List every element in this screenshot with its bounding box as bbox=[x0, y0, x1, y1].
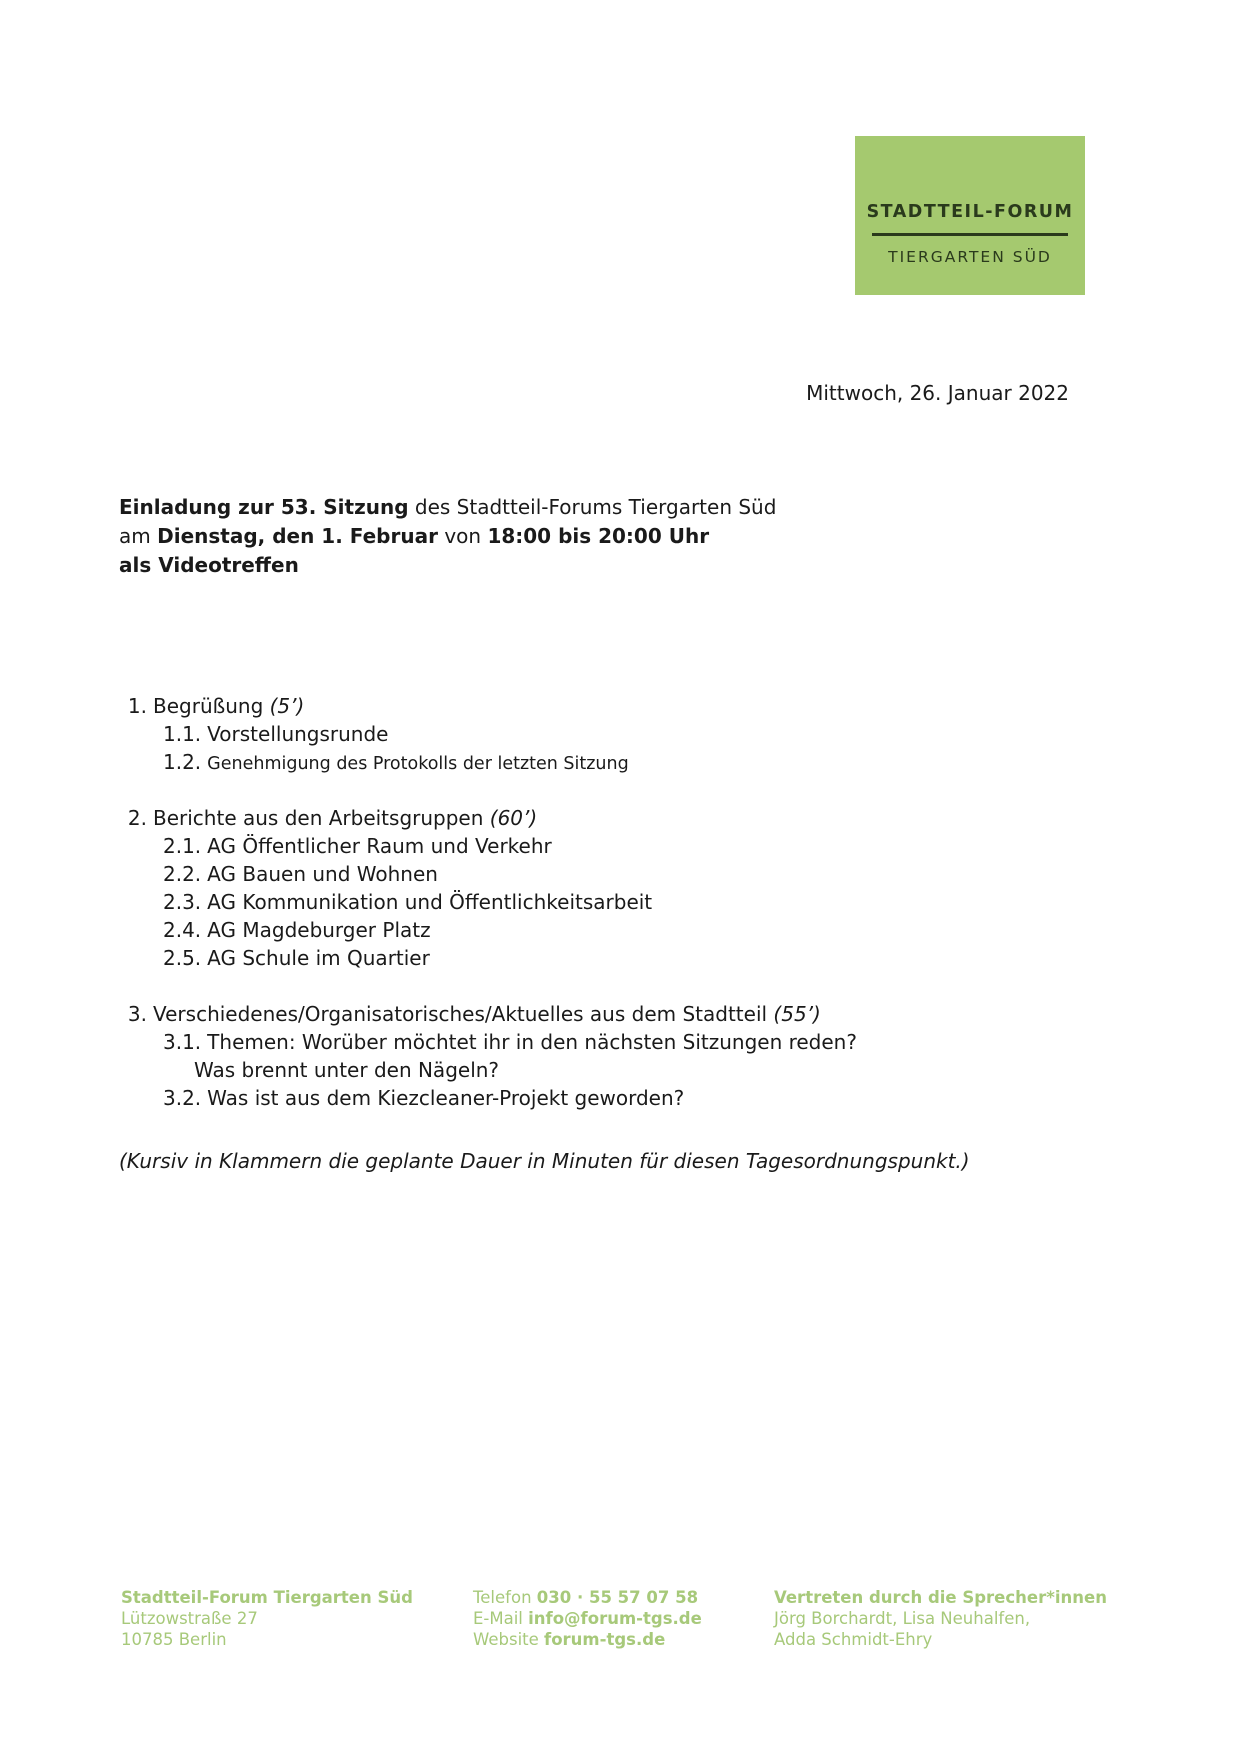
agenda-item: 2. Berichte aus den Arbeitsgruppen (60’) bbox=[127, 806, 538, 830]
logo-subtitle: TIERGARTEN SÜD bbox=[888, 248, 1052, 266]
agenda-subitem: 3.1. Themen: Worüber möchtet ihr in den nächsten Sitzungen reden? bbox=[163, 1030, 857, 1054]
logo-divider bbox=[872, 233, 1068, 236]
agenda-item: 3. Verschiedenes/Organisatorisches/Aktuelles aus dem Stadtteil (55’) bbox=[127, 1002, 821, 1026]
footer-phone: Telefon 030 · 55 57 07 58 bbox=[473, 1588, 699, 1607]
duration-note: (Kursiv in Klammern die geplante Dauer in Minuten für diesen Tagesordnungspunkt.) bbox=[119, 1149, 970, 1173]
footer-address: Stadtteil-Forum Tiergarten Süd Lützowstraße 27 10785 Berlin bbox=[121, 1588, 413, 1649]
footer-contact bbox=[473, 1587, 702, 1650]
invitation-header bbox=[119, 493, 776, 580]
invitation-line-2: am Dienstag, den 1. Februar von 18:00 bis 20:00 Uhr bbox=[119, 524, 710, 548]
agenda-subitem: 3.2. Was ist aus dem Kiezcleaner-Projekt geworden? bbox=[163, 1086, 685, 1110]
agenda-subitem: 1.1. Vorstellungsrunde bbox=[163, 722, 389, 746]
invitation-line-3 bbox=[119, 551, 776, 580]
agenda-item: 1. Begrüßung (5’) bbox=[127, 694, 305, 718]
agenda-duration: (5’) bbox=[269, 694, 305, 718]
logo bbox=[855, 136, 1085, 295]
agenda-subitem: 2.1. AG Öffentlicher Raum und Verkehr bbox=[163, 834, 552, 858]
agenda-duration: (60’) bbox=[489, 806, 538, 830]
meeting-date: Dienstag, den 1. Februar bbox=[157, 524, 438, 548]
agenda-subitem-continuation: Was brennt unter den Nägeln? bbox=[194, 1058, 500, 1082]
meeting-format: als Videotreffen bbox=[119, 553, 299, 577]
session-label: Einladung zur 53. Sitzung bbox=[119, 495, 409, 519]
agenda-subitem: 2.3. AG Kommunikation und Öffentlichkeitsarbeit bbox=[163, 890, 653, 914]
meeting-time: 18:00 bis 20:00 Uhr bbox=[487, 524, 710, 548]
agenda-subitem: 2.2. AG Bauen und Wohnen bbox=[163, 862, 438, 886]
forum-name: des Stadtteil-Forums Tiergarten Süd bbox=[408, 495, 777, 519]
agenda-duration: (55’) bbox=[773, 1002, 821, 1026]
agenda-subitem: 2.4. AG Magdeburger Platz bbox=[163, 918, 431, 942]
letter-date: Mittwoch, 26. Januar 2022 bbox=[806, 381, 1069, 405]
invitation-line-1 bbox=[119, 493, 776, 522]
agenda-subitem: 2.5. AG Schule im Quartier bbox=[163, 946, 430, 970]
footer-website[interactable]: Website forum-tgs.de bbox=[473, 1630, 666, 1649]
footer-representatives: Vertreten durch die Sprecher*innen Jörg Borchardt, Lisa Neuhalfen, Adda Schmidt-Ehry bbox=[774, 1588, 1107, 1649]
footer-email[interactable]: E-Mail info@forum-tgs.de bbox=[473, 1609, 702, 1628]
agenda-subitem: 1.2. Genehmigung des Protokolls der letzten Sitzung bbox=[163, 750, 629, 774]
logo-title: STADTTEIL-FORUM bbox=[866, 202, 1074, 222]
